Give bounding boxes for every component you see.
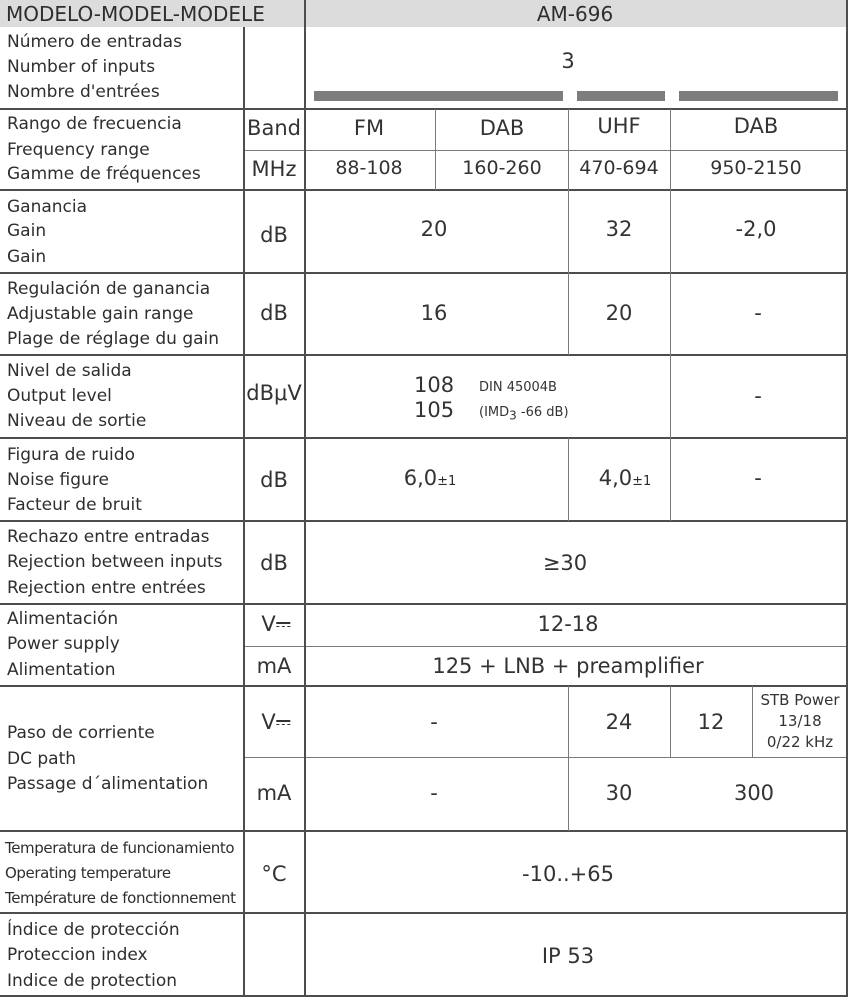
frequency-label-en: Frequency range (7, 140, 150, 160)
power-volt-value: 12-18 (537, 612, 599, 636)
sub-row-divider (244, 150, 846, 151)
col-divider (752, 686, 753, 758)
rejection-unit: dB (260, 551, 288, 575)
gain-range-uhf: 20 (605, 301, 633, 325)
row-divider (0, 189, 846, 191)
output-label-en: Output level (7, 386, 112, 406)
sub-row-divider (244, 757, 846, 758)
stb-power-line2: 13/18 (778, 712, 822, 730)
row-divider (0, 520, 846, 522)
range-dab-2: 950-2150 (710, 157, 802, 179)
model-value: AM-696 (536, 2, 614, 26)
dc-path-volt-uhf: 24 (605, 710, 633, 734)
power-label-es: Alimentación (7, 609, 119, 629)
col-divider (670, 686, 671, 758)
protection-label-fr: Indice de protection (7, 971, 178, 991)
dc-path-volt-unit: V (261, 712, 290, 733)
col-divider (568, 190, 569, 355)
row-divider (0, 685, 846, 687)
row-divider (0, 995, 846, 997)
range-fm: 88-108 (335, 157, 403, 179)
rejection-label-en: Rejection between inputs (7, 552, 223, 572)
gain-label-en: Gain (7, 221, 47, 241)
input-bar-uhf (577, 91, 665, 101)
col-divider (435, 109, 436, 190)
noise-label-en: Noise figure (7, 470, 109, 490)
output-label-es: Nivel de salida (7, 361, 132, 381)
noise-fm-dab: 6,0±1 (403, 466, 457, 490)
col-divider (568, 438, 569, 521)
band-fm: FM (353, 116, 385, 140)
gain-label-es: Ganancia (7, 197, 88, 217)
dc-path-ma-unit: mA (256, 781, 292, 805)
gain-dab: -2,0 (735, 217, 777, 241)
power-label-en: Power supply (7, 634, 120, 654)
dc-path-ma-fm: - (430, 781, 438, 805)
col-divider (670, 109, 671, 190)
output-unit: dBμV (246, 381, 302, 405)
temperature-label-en: Operating temperature (5, 864, 171, 882)
row-divider (0, 354, 846, 356)
output-value-1: 108 (414, 373, 455, 397)
inputs-label-fr: Nombre d'entrées (7, 82, 160, 102)
band-dab-1: DAB (479, 116, 525, 140)
frequency-label-es: Rango de frecuencia (7, 114, 182, 134)
gain-fm-dab: 20 (420, 217, 448, 241)
stb-power-line3: 0/22 kHz (766, 733, 834, 751)
col-divider (670, 438, 671, 521)
gain-range-label-en: Adjustable gain range (7, 304, 194, 324)
col-divider (568, 109, 569, 190)
rejection-value: ≥30 (542, 551, 588, 575)
protection-value: IP 53 (541, 944, 595, 968)
power-label-fr: Alimentation (7, 660, 116, 680)
dc-symbol-icon (277, 719, 291, 727)
power-ma-value: 125 + LNB + preamplifier (432, 654, 704, 678)
dc-path-volt-dab: 12 (697, 710, 725, 734)
noise-dab: - (754, 466, 762, 490)
temperature-label-fr: Température de fonctionnement (5, 889, 236, 907)
rejection-label-fr: Rejection entre entrées (7, 578, 206, 598)
inputs-label-en: Number of inputs (7, 57, 156, 77)
protection-label-en: Proteccion index (7, 945, 148, 965)
gain-uhf: 32 (605, 217, 633, 241)
input-bar-dab (679, 91, 838, 101)
gain-range-label-fr: Plage de réglage du gain (7, 329, 220, 349)
noise-uhf: 4,0±1 (598, 466, 652, 490)
stb-power-line1: STB Power (760, 691, 840, 709)
row-divider (0, 108, 846, 110)
input-bar-fm-dab (314, 91, 563, 101)
model-label: MODELO-MODEL-MODELE (6, 2, 265, 26)
row-divider (0, 437, 846, 439)
gain-range-unit: dB (260, 301, 288, 325)
band-dab-2: DAB (733, 114, 779, 138)
col-divider (568, 686, 569, 831)
output-note-imd: ($IMD_3$ -66 dB) (479, 405, 569, 423)
noise-unit: dB (260, 468, 288, 492)
col-divider (243, 27, 245, 997)
dc-path-ma-uhf: 30 (605, 781, 633, 805)
dc-path-label-fr: Passage d´alimentation (7, 774, 209, 794)
power-ma-unit: mA (256, 654, 292, 678)
band-uhf: UHF (597, 114, 641, 138)
temperature-label-es: Temperatura de funcionamiento (5, 839, 235, 857)
gain-range-fm-dab: 16 (420, 301, 448, 325)
dc-path-volt-fm: - (430, 710, 438, 734)
gain-unit: dB (260, 223, 288, 247)
dc-path-label-en: DC path (7, 749, 77, 769)
power-volt-unit: V (261, 614, 290, 635)
inputs-value: 3 (561, 49, 575, 73)
band-unit: Band (247, 116, 301, 140)
dc-symbol-icon (277, 621, 291, 629)
output-label-fr: Niveau de sortie (7, 411, 147, 431)
table-right-border (846, 0, 848, 997)
noise-label-es: Figura de ruido (7, 445, 135, 465)
range-dab-1: 160-260 (462, 157, 542, 179)
output-note-din: DIN 45004B (479, 380, 557, 395)
sub-row-divider (244, 646, 846, 647)
col-divider (304, 0, 306, 997)
row-divider (0, 830, 846, 832)
gain-range-label-es: Regulación de ganancia (7, 279, 211, 299)
temperature-unit: °C (261, 862, 287, 886)
col-divider (670, 190, 671, 355)
col-divider (670, 355, 671, 438)
dc-path-ma-dab: 300 (733, 781, 775, 805)
frequency-label-fr: Gamme de fréquences (7, 164, 201, 184)
noise-label-fr: Facteur de bruit (7, 495, 142, 515)
output-value-2: 105 (414, 398, 455, 422)
protection-label-es: Índice de protección (7, 920, 180, 940)
gain-range-dab: - (754, 301, 762, 325)
dc-path-label-es: Paso de corriente (7, 723, 155, 743)
row-divider (0, 603, 846, 605)
gain-label-fr: Gain (7, 247, 47, 267)
temperature-value: -10..+65 (522, 862, 614, 886)
row-divider (0, 272, 846, 274)
rejection-label-es: Rechazo entre entradas (7, 527, 210, 547)
output-dab: - (754, 384, 762, 408)
row-divider (0, 912, 846, 914)
mhz-unit: MHz (251, 157, 297, 181)
range-uhf: 470-694 (579, 157, 659, 179)
inputs-label-es: Número de entradas (7, 32, 182, 52)
